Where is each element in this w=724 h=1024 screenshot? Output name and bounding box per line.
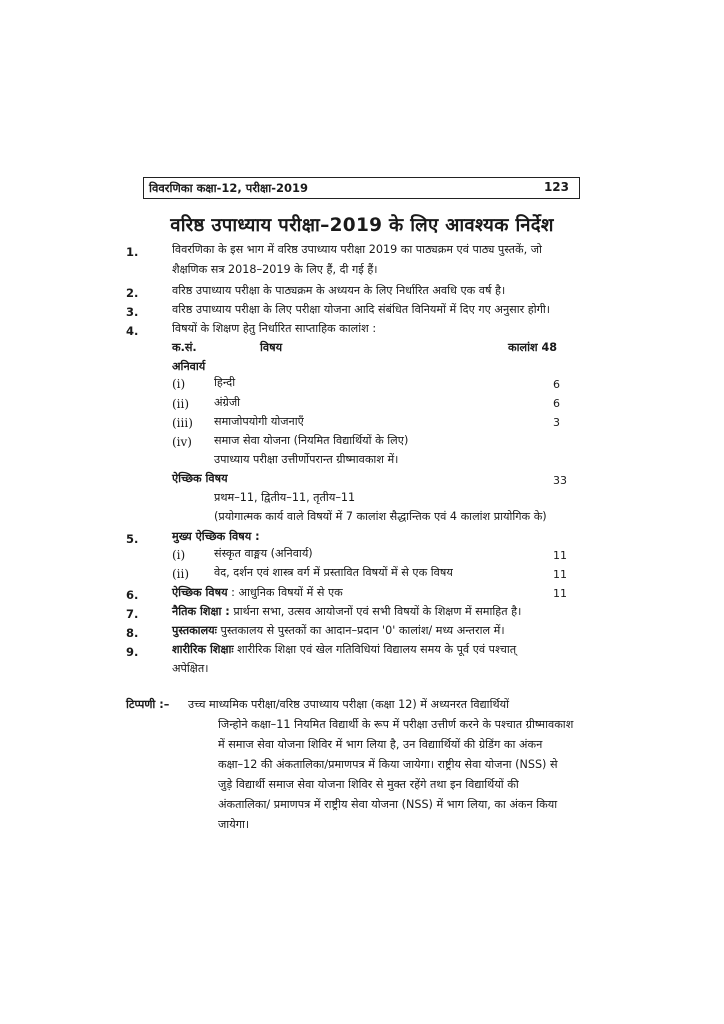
item-5-roman-1: (i) xyxy=(172,548,186,562)
item-9-number: 9. xyxy=(126,645,139,659)
note-line-1: उच्च माध्यमिक परीक्षा/वरिष्ठ उपाध्याय परीक्षा (कक्षा 12) में अध्यनरत विद्यार्थियों xyxy=(188,698,509,711)
compulsory-roman-3: (iii) xyxy=(172,416,193,430)
note-line-6: अंकतालिका/ प्रमाणपत्र में राष्ट्रीय सेवा योजना (NSS) में भाग लिया, का अंकन किया xyxy=(218,798,558,811)
compulsory-value-3: 3 xyxy=(553,416,560,429)
item-7-number: 7. xyxy=(126,607,139,621)
compulsory-roman-4: (iv) xyxy=(172,435,192,449)
item-5-subject-1: संस्कृत वाङ्मय (अनिवार्य) xyxy=(214,547,313,560)
item-4-number: 4. xyxy=(126,324,139,338)
note-line-7: जायेगा। xyxy=(218,818,250,831)
item-8-bold: पुस्तकालयः xyxy=(172,624,217,637)
compulsory-heading: अनिवार्य xyxy=(172,360,206,373)
item-9-line-1 xyxy=(172,642,516,658)
item-1-line-1: विवरणिका के इस भाग में वरिष्ठ उपाध्याय परीक्षा 2019 का पाठ्यक्रम एवं पाठ्य पुस्तकें, जो xyxy=(172,243,542,256)
optional-heading: ऐच्छिक विषय xyxy=(172,472,228,485)
compulsory-roman-2: (ii) xyxy=(172,397,190,411)
item-1-line-2: शैक्षणिक सत्र 2018–2019 के लिए हैं, दी गई हैं। xyxy=(172,263,378,276)
item-5-heading: मुख्य ऐच्छिक विषय : xyxy=(172,530,260,543)
item-6-bold: ऐच्छिक विषय xyxy=(172,586,228,599)
note-label: टिप्पणी :– xyxy=(126,698,170,711)
item-4-text: विषयों के शिक्षण हेतु निर्धारित साप्ताहिक कालांश : xyxy=(172,322,377,335)
note-line-5: जुड़े विद्यार्थी समाज सेवा योजना शिविर से मुक्त रहेंगे तथा इन विद्यार्थियों की xyxy=(218,778,519,791)
item-5-value-1: 11 xyxy=(553,549,567,562)
compulsory-subject-4-continuation: उपाध्याय परीक्षा उत्तीर्णोपरान्त ग्रीष्मावकाश में। xyxy=(214,453,399,466)
item-9-line-2: अपेक्षित। xyxy=(172,662,209,675)
note-line-4: कक्षा–12 की अंकतालिका/प्रमाणपत्र में किया जायेगा। राष्ट्रीय सेवा योजना (NSS) से xyxy=(218,758,558,771)
item-2-number: 2. xyxy=(126,286,139,300)
item-7-line xyxy=(172,604,521,620)
item-8-number: 8. xyxy=(126,626,139,640)
optional-value: 33 xyxy=(553,474,567,487)
compulsory-subject-1: हिन्दी xyxy=(214,376,236,389)
item-2-text: वरिष्ठ उपाध्याय परीक्षा के पाठ्यक्रम के अध्ययन के लिए निर्धारित अवधि एक वर्ष है। xyxy=(172,284,506,297)
note-line-2: जिन्होने कक्षा–11 नियमित विद्यार्थी के रूप में परीक्षा उत्तीर्ण करने के पश्चात ग्रीष्मावकाश xyxy=(218,718,574,731)
table-header-subject: विषय xyxy=(260,341,283,354)
compulsory-subject-2: अंग्रेजी xyxy=(214,396,241,409)
header-title: विवरणिका कक्षा-12, परीक्षा-2019 xyxy=(149,181,308,195)
item-5-number: 5. xyxy=(126,532,139,546)
item-3-number: 3. xyxy=(126,305,139,319)
item-3-text: वरिष्ठ उपाध्याय परीक्षा के लिए परीक्षा योजना आदि संबंधित विनियमों में दिए गए अनुसार होगी। xyxy=(172,303,551,316)
page-title: वरिष्ठ उपाध्याय परीक्षा–2019 के लिए आवश्यक निर्देश xyxy=(170,215,554,236)
note-line-3: में समाज सेवा योजना शिविर में भाग लिया है, उन विद्याार्थियों की ग्रेडिंग का अंकन xyxy=(218,738,543,751)
item-8-text: पुस्तकालय से पुस्तकों का आदान–प्रदान '0' कालांश/ मध्य अन्तराल में। xyxy=(216,624,505,637)
optional-line-1: प्रथम–11, द्वितीय–11, तृतीय–11 xyxy=(214,491,356,504)
item-9-bold: शारीरिक शिक्षाः xyxy=(172,643,234,656)
running-header xyxy=(143,177,580,199)
table-header-periods: कालांश 48 xyxy=(508,341,558,354)
item-6-text: : आधुनिक विषयों में से एक xyxy=(227,586,343,599)
item-5-value-2: 11 xyxy=(553,568,567,581)
compulsory-roman-1: (i) xyxy=(172,377,186,391)
table-header-sno: क.सं. xyxy=(172,341,197,354)
item-5-subject-2: वेद, दर्शन एवं शास्त्र वर्ग में प्रस्तावित विषयों में से एक विषय xyxy=(214,566,453,579)
item-1-number: 1. xyxy=(126,245,139,259)
compulsory-subject-4: समाज सेवा योजना (नियमित विद्यार्थियों के लिए) xyxy=(214,434,409,447)
optional-line-2: (प्रयोगात्मक कार्य वाले विषयों में 7 कालांश सैद्धान्तिक एवं 4 कालांश प्रायोगिक के) xyxy=(214,510,547,523)
item-6-line xyxy=(172,585,343,601)
compulsory-subject-3: समाजोपयोगी योजनाएँ xyxy=(214,415,304,428)
item-8-line xyxy=(172,623,505,639)
compulsory-value-1: 6 xyxy=(553,378,560,391)
item-7-text: प्रार्थना सभा, उत्सव आयोजनों एवं सभी विषयों के शिक्षण में समाहित है। xyxy=(229,605,522,618)
note-body-continued xyxy=(218,715,598,835)
note-body xyxy=(188,695,588,715)
item-6-number: 6. xyxy=(126,588,139,602)
item-7-bold: नैतिक शिक्षा : xyxy=(172,605,230,618)
item-6-value: 11 xyxy=(553,587,567,600)
page-number: 123 xyxy=(543,180,569,194)
item-5-roman-2: (ii) xyxy=(172,567,190,581)
item-9-text: शारीरिक शिक्षा एवं खेल गतिविधियां विद्यालय समय के पूर्व एवं पश्चात् xyxy=(233,643,517,656)
compulsory-value-2: 6 xyxy=(553,397,560,410)
